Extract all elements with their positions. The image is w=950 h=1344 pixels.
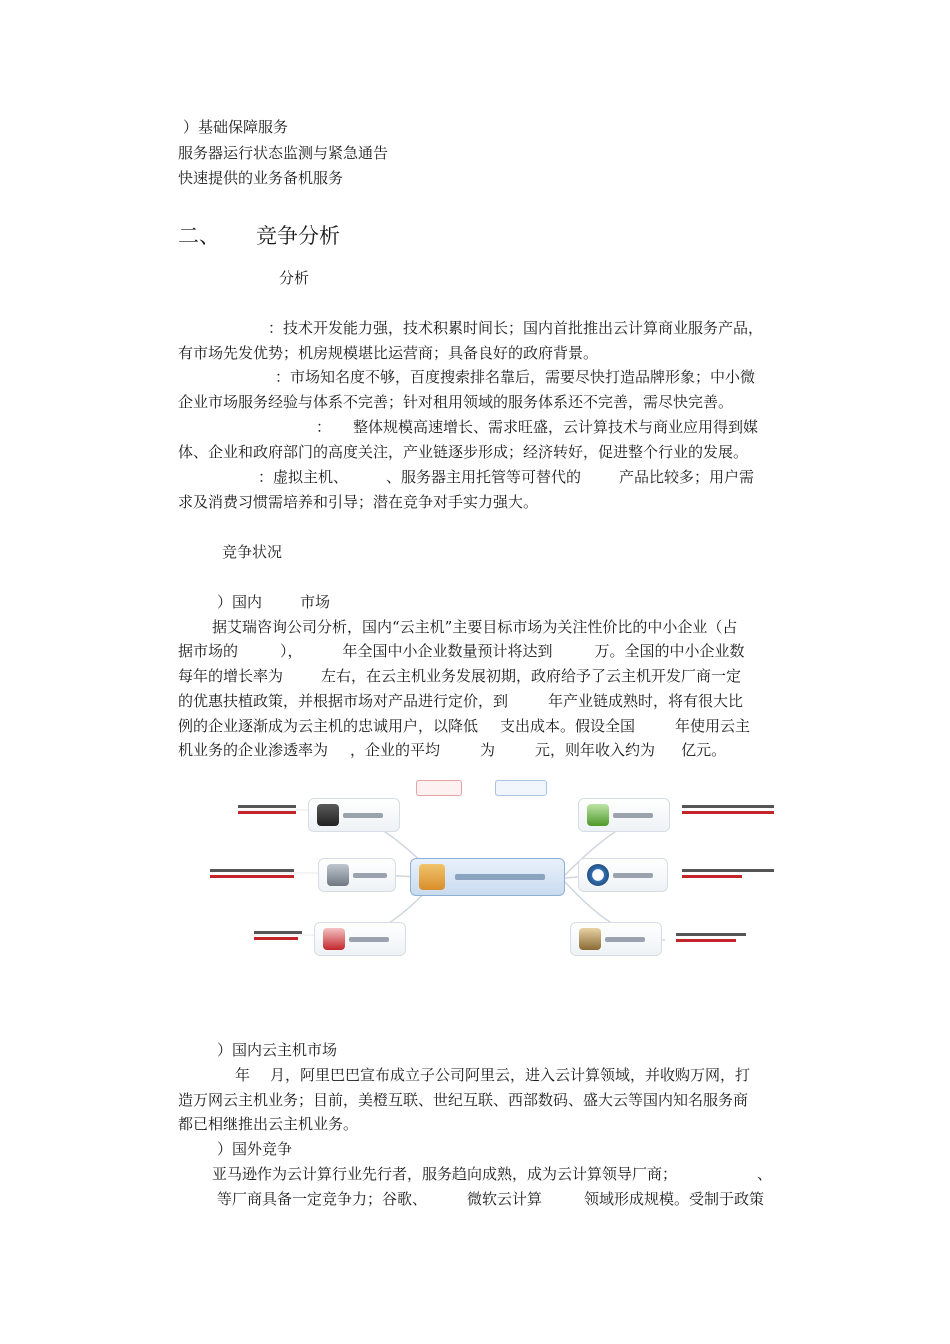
node-label-bar — [343, 813, 383, 818]
money-icon — [587, 804, 609, 826]
mindmap-node-left-2 — [318, 858, 396, 892]
mindmap-node-left-3 — [314, 922, 406, 956]
market-seg-16: 亿元。 — [681, 741, 727, 759]
mindmap-note-left-3 — [254, 928, 302, 943]
subheading-domestic-market — [217, 590, 330, 614]
foreign-seg-4: 微软云计算 — [467, 1190, 543, 1208]
mindmap-center-node — [410, 858, 565, 896]
market-seg-15: 元，则年收入约为 — [535, 741, 656, 759]
safe-icon — [327, 864, 349, 886]
market-seg-10: 支出成本。假设全国 — [500, 717, 636, 735]
threat-line-2: 求及消费习惯需培养和引导；潜在竞争对手实力强大。 — [178, 493, 539, 511]
market-seg-2: ）， — [280, 642, 303, 660]
mindmap-node-left-1 — [308, 798, 400, 832]
threat-seg-3: 产品比较多；用户需 — [619, 468, 755, 486]
market-line-1: 据艾瑞咨询公司分析，国内“云主机”主要目标市场为关注性价比的中小企业（占 — [212, 618, 738, 636]
subheading-foreign: ）国外竞争 — [217, 1140, 293, 1158]
market-seg-13: ，企业的平均 — [350, 741, 441, 759]
market-seg-12: 机业务的企业渗透率为 — [178, 741, 329, 759]
node-label-bar — [605, 937, 645, 942]
cloud-seg-1: 年 — [235, 1066, 251, 1084]
center-logo-icon — [419, 864, 445, 890]
market-seg-3: 年全国中小企业数量预计将达到 — [342, 642, 553, 660]
market-seg-1: 据市场的 — [178, 642, 239, 660]
mindmap-figure — [220, 770, 790, 970]
domestic-market-prefix: ）国内 — [217, 593, 263, 611]
market-seg-14: 为 — [480, 741, 496, 759]
subheading-cloud-host-market: ）国内云主机市场 — [217, 1041, 338, 1059]
market-seg-5: 每年的增长率为 — [178, 667, 284, 685]
opportunity-line-1: 整体规模高速增长、需求旺盛，云计算技术与商业应用得到媒 — [353, 418, 759, 436]
foreign-line-1 — [212, 1162, 772, 1186]
section-number: 二、 — [178, 224, 220, 248]
cloud-line-3: 都已相继推出云主机业务。 — [178, 1115, 359, 1133]
market-seg-9: 例的企业逐渐成为云主机的忠诚用户，以降低 — [178, 717, 479, 735]
market-line-2 — [178, 639, 745, 663]
opportunity-colon: ： — [316, 418, 332, 436]
chart-icon — [323, 928, 345, 950]
section-title: 竞争分析 — [256, 224, 340, 248]
section-heading — [178, 221, 340, 251]
line-basic-service: ）基础保障服务 — [183, 118, 289, 136]
cloud-seg-2: 月，阿里巴巴宣布成立子公司阿里云，进入云计算领域，并收购万网，打 — [270, 1066, 751, 1084]
market-line-4 — [178, 689, 743, 713]
mindmap-note-left-1 — [238, 802, 296, 817]
line-backup: 快速提供的业务备机服务 — [178, 169, 344, 187]
mindmap-note-right-1 — [682, 802, 774, 817]
node-label-bar — [613, 813, 653, 818]
market-line-3 — [178, 664, 741, 688]
domestic-market-suffix: 市场 — [300, 593, 331, 611]
foreign-seg-5: 领域形成规模。受制于政策 — [584, 1190, 765, 1208]
node-label-bar — [613, 873, 653, 878]
market-seg-4: 万。全国的中小企业数 — [594, 642, 745, 660]
mindmap-note-left-2 — [210, 866, 294, 881]
market-seg-6: 左右，在云主机业务发展初期，政府给予了云主机开发厂商一定 — [321, 667, 742, 685]
tools-icon — [579, 928, 601, 950]
traffic-light-icon — [317, 804, 339, 826]
opportunity-line-2: 体、企业和政府部门的高度关注，产业链逐步形成；经济转好，促进整个行业的发展。 — [178, 443, 749, 461]
tag-blue — [495, 780, 547, 796]
mindmap-note-right-2 — [682, 866, 774, 881]
cloud-line-2: 造万网云主机业务；目前，美橙互联、世纪互联、西部数码、盛大云等国内知名服务商 — [178, 1091, 749, 1109]
cloud-line-1 — [235, 1063, 750, 1087]
market-seg-8: 年产业链成熟时，将有很大比 — [548, 692, 744, 710]
weakness-line-2: 企业市场服务经验与体系不完善；针对租用领域的服务体系还不完善，需尽快完善。 — [178, 393, 734, 411]
mindmap-node-right-1 — [578, 798, 670, 832]
mindmap-note-right-3 — [676, 930, 746, 945]
foreign-seg-3: 等厂商具备一定竞争力；谷歌、 — [217, 1190, 428, 1208]
strength-line-2: 有市场先发优势；机房规模堪比运营商；具备良好的政府背景。 — [178, 344, 599, 362]
subheading-analysis: 分析 — [279, 269, 310, 287]
center-label-bar — [455, 874, 545, 880]
threat-seg-1: ：虚拟主机、 — [258, 468, 349, 486]
foreign-line-2 — [217, 1187, 764, 1211]
clock-icon — [587, 864, 609, 886]
line-monitoring: 服务器运行状态监测与紧急通告 — [178, 144, 389, 162]
market-seg-11: 年使用云主 — [675, 717, 751, 735]
strength-line-1: ：技术开发能力强，技术积累时间长；国内首批推出云计算商业服务产品， — [268, 319, 764, 337]
tag-red — [416, 780, 462, 796]
subheading-competition: 竞争状况 — [222, 543, 283, 561]
threat-seg-2: 、服务器主用托管等可替代的 — [386, 468, 582, 486]
foreign-seg-1: 亚马逊作为云计算行业先行者，服务趋向成熟，成为云计算领导厂商； — [212, 1165, 678, 1183]
weakness-line-1: ：市场知名度不够，百度搜索排名靠后，需要尽快打造品牌形象；中小微 — [275, 368, 756, 386]
foreign-seg-2: 、 — [757, 1165, 773, 1183]
node-label-bar — [353, 873, 387, 878]
node-label-bar — [349, 937, 389, 942]
mindmap-node-right-2 — [578, 858, 668, 892]
market-line-5 — [178, 714, 750, 738]
mindmap-node-right-3 — [570, 922, 662, 956]
market-line-6 — [178, 738, 726, 762]
market-seg-7: 的优惠扶植政策，并根据市场对产品进行定价，到 — [178, 692, 509, 710]
threat-line-1 — [258, 465, 754, 489]
